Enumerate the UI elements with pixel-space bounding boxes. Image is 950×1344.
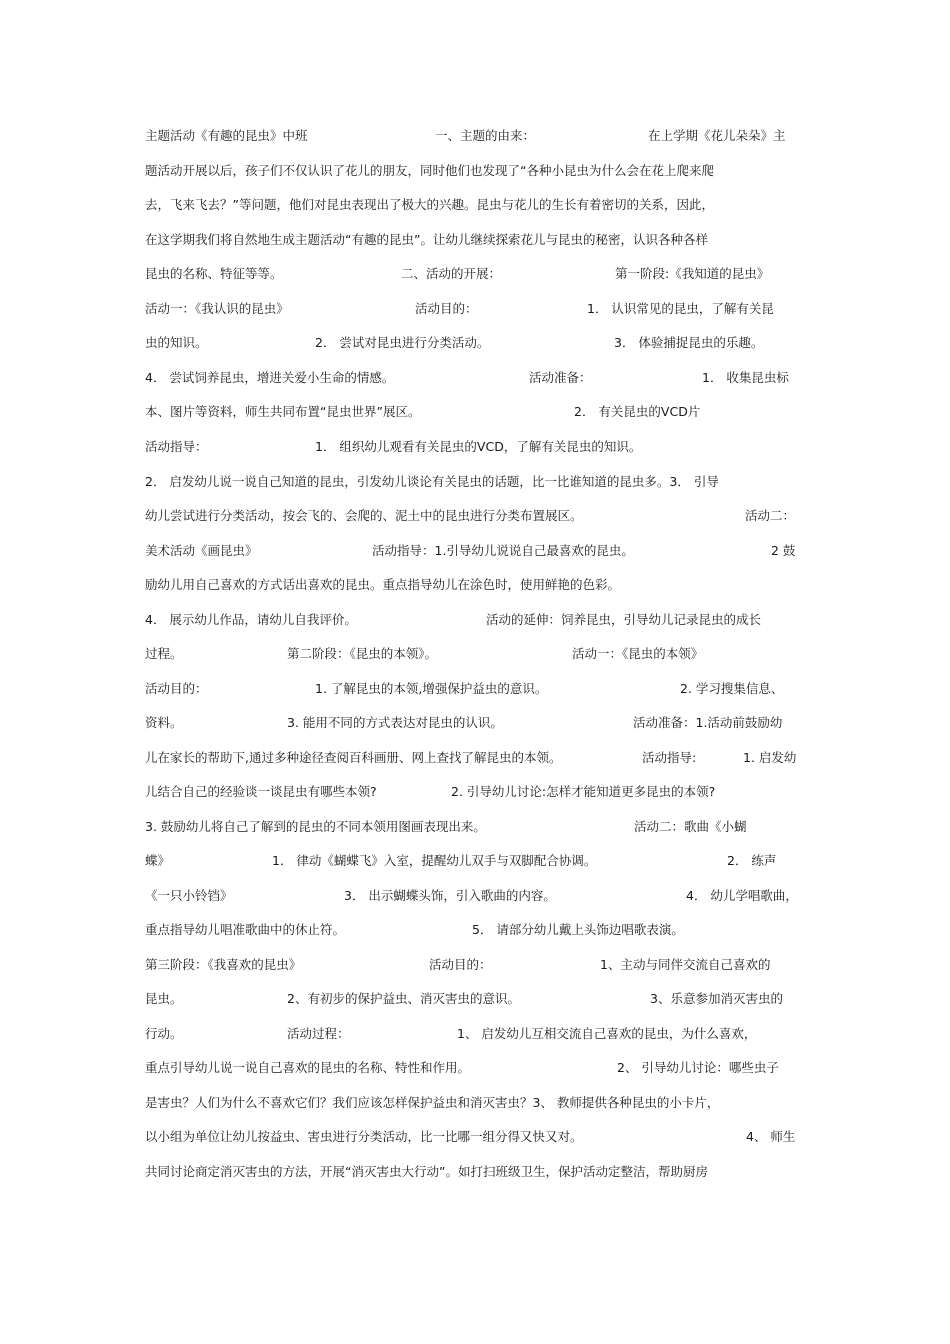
text-segment: 幼儿尝试进行分类活动，按会飞的、会爬的、泥土中的昆虫进行分类布置展区。 xyxy=(145,508,583,523)
text-line xyxy=(145,333,805,353)
section-heading: 二、活动的开展： xyxy=(401,266,502,281)
text-line xyxy=(145,161,805,181)
text-segment: 3、乐意参加消灭害虫的 xyxy=(650,991,783,1006)
text-segment: 活动指导: xyxy=(642,750,697,765)
text-segment: 过程。 xyxy=(145,646,183,661)
text-segment: 以小组为单位让幼儿按益虫、害虫进行分类活动，比一比哪一组分得又快又对。 xyxy=(145,1129,583,1144)
text-line xyxy=(145,886,805,906)
text-line xyxy=(145,575,805,595)
text-line xyxy=(145,1162,805,1182)
text-segment: 虫的知识。 xyxy=(145,335,208,350)
text-segment: 儿在家长的帮助下,通过多种途径查阅百科画册、网上查找了解昆虫的本领。 xyxy=(145,750,562,765)
text-segment: 活动的延伸：饲养昆虫，引导幼儿记录昆虫的成长 xyxy=(486,612,762,627)
text-segment: 在上学期《花儿朵朵》主 xyxy=(648,128,786,143)
text-segment: 3． 体验捕捉昆虫的乐趣。 xyxy=(614,335,764,350)
text-line xyxy=(145,506,805,526)
text-segment: 2． 有关昆虫的VCD片 xyxy=(574,404,701,419)
text-segment: 2 鼓 xyxy=(771,543,796,558)
text-line xyxy=(145,679,805,699)
text-segment: 活动指导：1.引导幼儿说说自己最喜欢的昆虫。 xyxy=(372,543,634,558)
text-segment: 在这学期我们将自然地生成主题活动“有趣的昆虫”。让幼儿继续探索花儿与昆虫的秘密，认识各种各样 xyxy=(145,232,708,247)
text-segment: 4． 展示幼儿作品，请幼儿自我评价。 xyxy=(145,612,357,627)
text-segment: 4． 幼儿学唱歌曲， xyxy=(686,888,798,903)
activity-heading: 活动一：《昆虫的本领》 xyxy=(572,646,704,661)
text-segment: 《一只小铃铛》 xyxy=(145,888,233,903)
text-segment: 活动目的： xyxy=(145,681,208,696)
text-segment: 2． 练声 xyxy=(727,853,777,868)
text-segment: 3. 鼓励幼儿将自己了解到的昆虫的不同本领用图画表现出来。 xyxy=(145,819,486,834)
text-segment: 2、 引导幼儿讨论：哪些虫子 xyxy=(617,1060,779,1075)
text-segment: 1. 启发幼 xyxy=(743,750,797,765)
text-line xyxy=(145,1058,805,1078)
text-line xyxy=(145,368,805,388)
activity-heading: 活动二：歌曲《小蝴 xyxy=(634,819,747,834)
text-line xyxy=(145,1024,805,1044)
section-heading: 一、主题的由来： xyxy=(435,128,536,143)
text-segment: 共同讨论商定消灭害虫的方法，开展“消灭害虫大行动”。如打扫班级卫生，保护活动定整洁，帮助厨房 xyxy=(145,1164,708,1179)
text-segment: 1． 律动《蝴蝶飞》入室，提醒幼儿双手与双脚配合协调。 xyxy=(272,853,597,868)
text-segment: 活动目的： xyxy=(429,957,492,972)
text-line xyxy=(145,955,805,975)
text-line xyxy=(145,782,805,802)
text-segment: 4、 师生 xyxy=(746,1129,796,1144)
text-segment: 资料。 xyxy=(145,715,183,730)
text-segment: 2． 启发幼儿说一说自己知道的昆虫，引发幼儿谈论有关昆虫的话题，比一比谁知道的昆虫多。3． 引导 xyxy=(145,474,719,489)
text-line xyxy=(145,264,805,284)
text-segment: 5． 请部分幼儿戴上头饰边唱歌表演。 xyxy=(472,922,684,937)
text-segment: 2． 尝试对昆虫进行分类活动。 xyxy=(315,335,490,350)
text-segment: 题活动开展以后，孩子们不仅认识了花儿的朋友，同时他们也发现了“各种小昆虫为什么会在花上爬来爬 xyxy=(145,163,714,178)
text-line xyxy=(145,1127,805,1147)
text-line xyxy=(145,748,805,768)
text-segment: 去，飞来飞去？”等问题，他们对昆虫表现出了极大的兴趣。昆虫与花儿的生长有着密切的关系，因此， xyxy=(145,197,714,212)
text-segment: 2. 学习搜集信息、 xyxy=(680,681,784,696)
text-line xyxy=(145,1093,805,1113)
text-line xyxy=(145,920,805,940)
activity-heading: 美术活动《画昆虫》 xyxy=(145,543,258,558)
text-line xyxy=(145,472,805,492)
text-line xyxy=(145,541,805,561)
activity-heading: 活动二： xyxy=(745,508,796,523)
text-segment: 2. 引导幼儿讨论:怎样才能知道更多昆虫的本领? xyxy=(451,784,716,799)
text-segment: 1． 收集昆虫标 xyxy=(702,370,789,385)
text-segment: 活动准备：1.活动前鼓励幼 xyxy=(633,715,783,730)
text-segment: 3． 出示蝴蝶头饰，引入歌曲的内容。 xyxy=(344,888,556,903)
text-segment: 1． 认识常见的昆虫，了解有关昆 xyxy=(587,301,774,316)
text-segment: 是害虫？人们为什么不喜欢它们？我们应该怎样保护益虫和消灭害虫？3、 教师提供各种昆虫的小卡片， xyxy=(145,1095,720,1110)
text-line xyxy=(145,989,805,1009)
text-line xyxy=(145,437,805,457)
text-segment: 1. 了解昆虫的本领,增强保护益虫的意识。 xyxy=(315,681,548,696)
activity-heading: 活动一：《我认识的昆虫》 xyxy=(145,301,289,316)
text-segment: 儿结合自己的经验谈一谈昆虫有哪些本领? xyxy=(145,784,377,799)
text-segment: 2、有初步的保护益虫、消灭害虫的意识。 xyxy=(287,991,520,1006)
text-segment: 励幼儿用自己喜欢的方式话出喜欢的昆虫。重点指导幼儿在涂色时，使用鲜艳的色彩。 xyxy=(145,577,621,592)
stage-heading: 第三阶段：《我喜欢的昆虫》 xyxy=(145,957,302,972)
text-segment: 昆虫。 xyxy=(145,991,183,1006)
text-segment: 重点指导幼儿唱准歌曲中的休止符。 xyxy=(145,922,346,937)
doc-title: 主题活动《有趣的昆虫》中班 xyxy=(145,128,308,143)
text-line xyxy=(145,610,805,630)
stage-heading: 第二阶段：《昆虫的本领》。 xyxy=(287,646,438,661)
text-segment: 重点引导幼儿说一说自己喜欢的昆虫的名称、特性和作用。 xyxy=(145,1060,471,1075)
text-line xyxy=(145,851,805,871)
text-segment: 活动目的： xyxy=(415,301,478,316)
text-segment: 活动指导： xyxy=(145,439,208,454)
stage-heading: 第一阶段:《我知道的昆虫》 xyxy=(615,266,770,281)
text-segment: 行动。 xyxy=(145,1026,183,1041)
text-segment: 1、 启发幼儿互相交流自己喜欢的昆虫，为什么喜欢， xyxy=(457,1026,757,1041)
text-segment: 活动准备： xyxy=(529,370,592,385)
text-segment: 3. 能用不同的方式表达对昆虫的认识。 xyxy=(287,715,503,730)
text-segment: 蝶》 xyxy=(145,853,171,868)
text-segment: 昆虫的名称、特征等等。 xyxy=(145,266,283,281)
text-line xyxy=(145,195,805,215)
text-segment: 4． 尝试饲养昆虫，增进关爱小生命的情感。 xyxy=(145,370,395,385)
text-line xyxy=(145,126,805,146)
text-line xyxy=(145,402,805,422)
text-line xyxy=(145,299,805,319)
text-segment: 本、图片等资料，师生共同布置“昆虫世界”展区。 xyxy=(145,404,421,419)
text-line xyxy=(145,817,805,837)
text-line xyxy=(145,230,805,250)
text-line xyxy=(145,713,805,733)
text-segment: 1． 组织幼儿观看有关昆虫的VCD，了解有关昆虫的知识。 xyxy=(315,439,642,454)
text-segment: 活动过程： xyxy=(287,1026,350,1041)
text-segment: 1、主动与同伴交流自己喜欢的 xyxy=(600,957,771,972)
text-line xyxy=(145,644,805,664)
